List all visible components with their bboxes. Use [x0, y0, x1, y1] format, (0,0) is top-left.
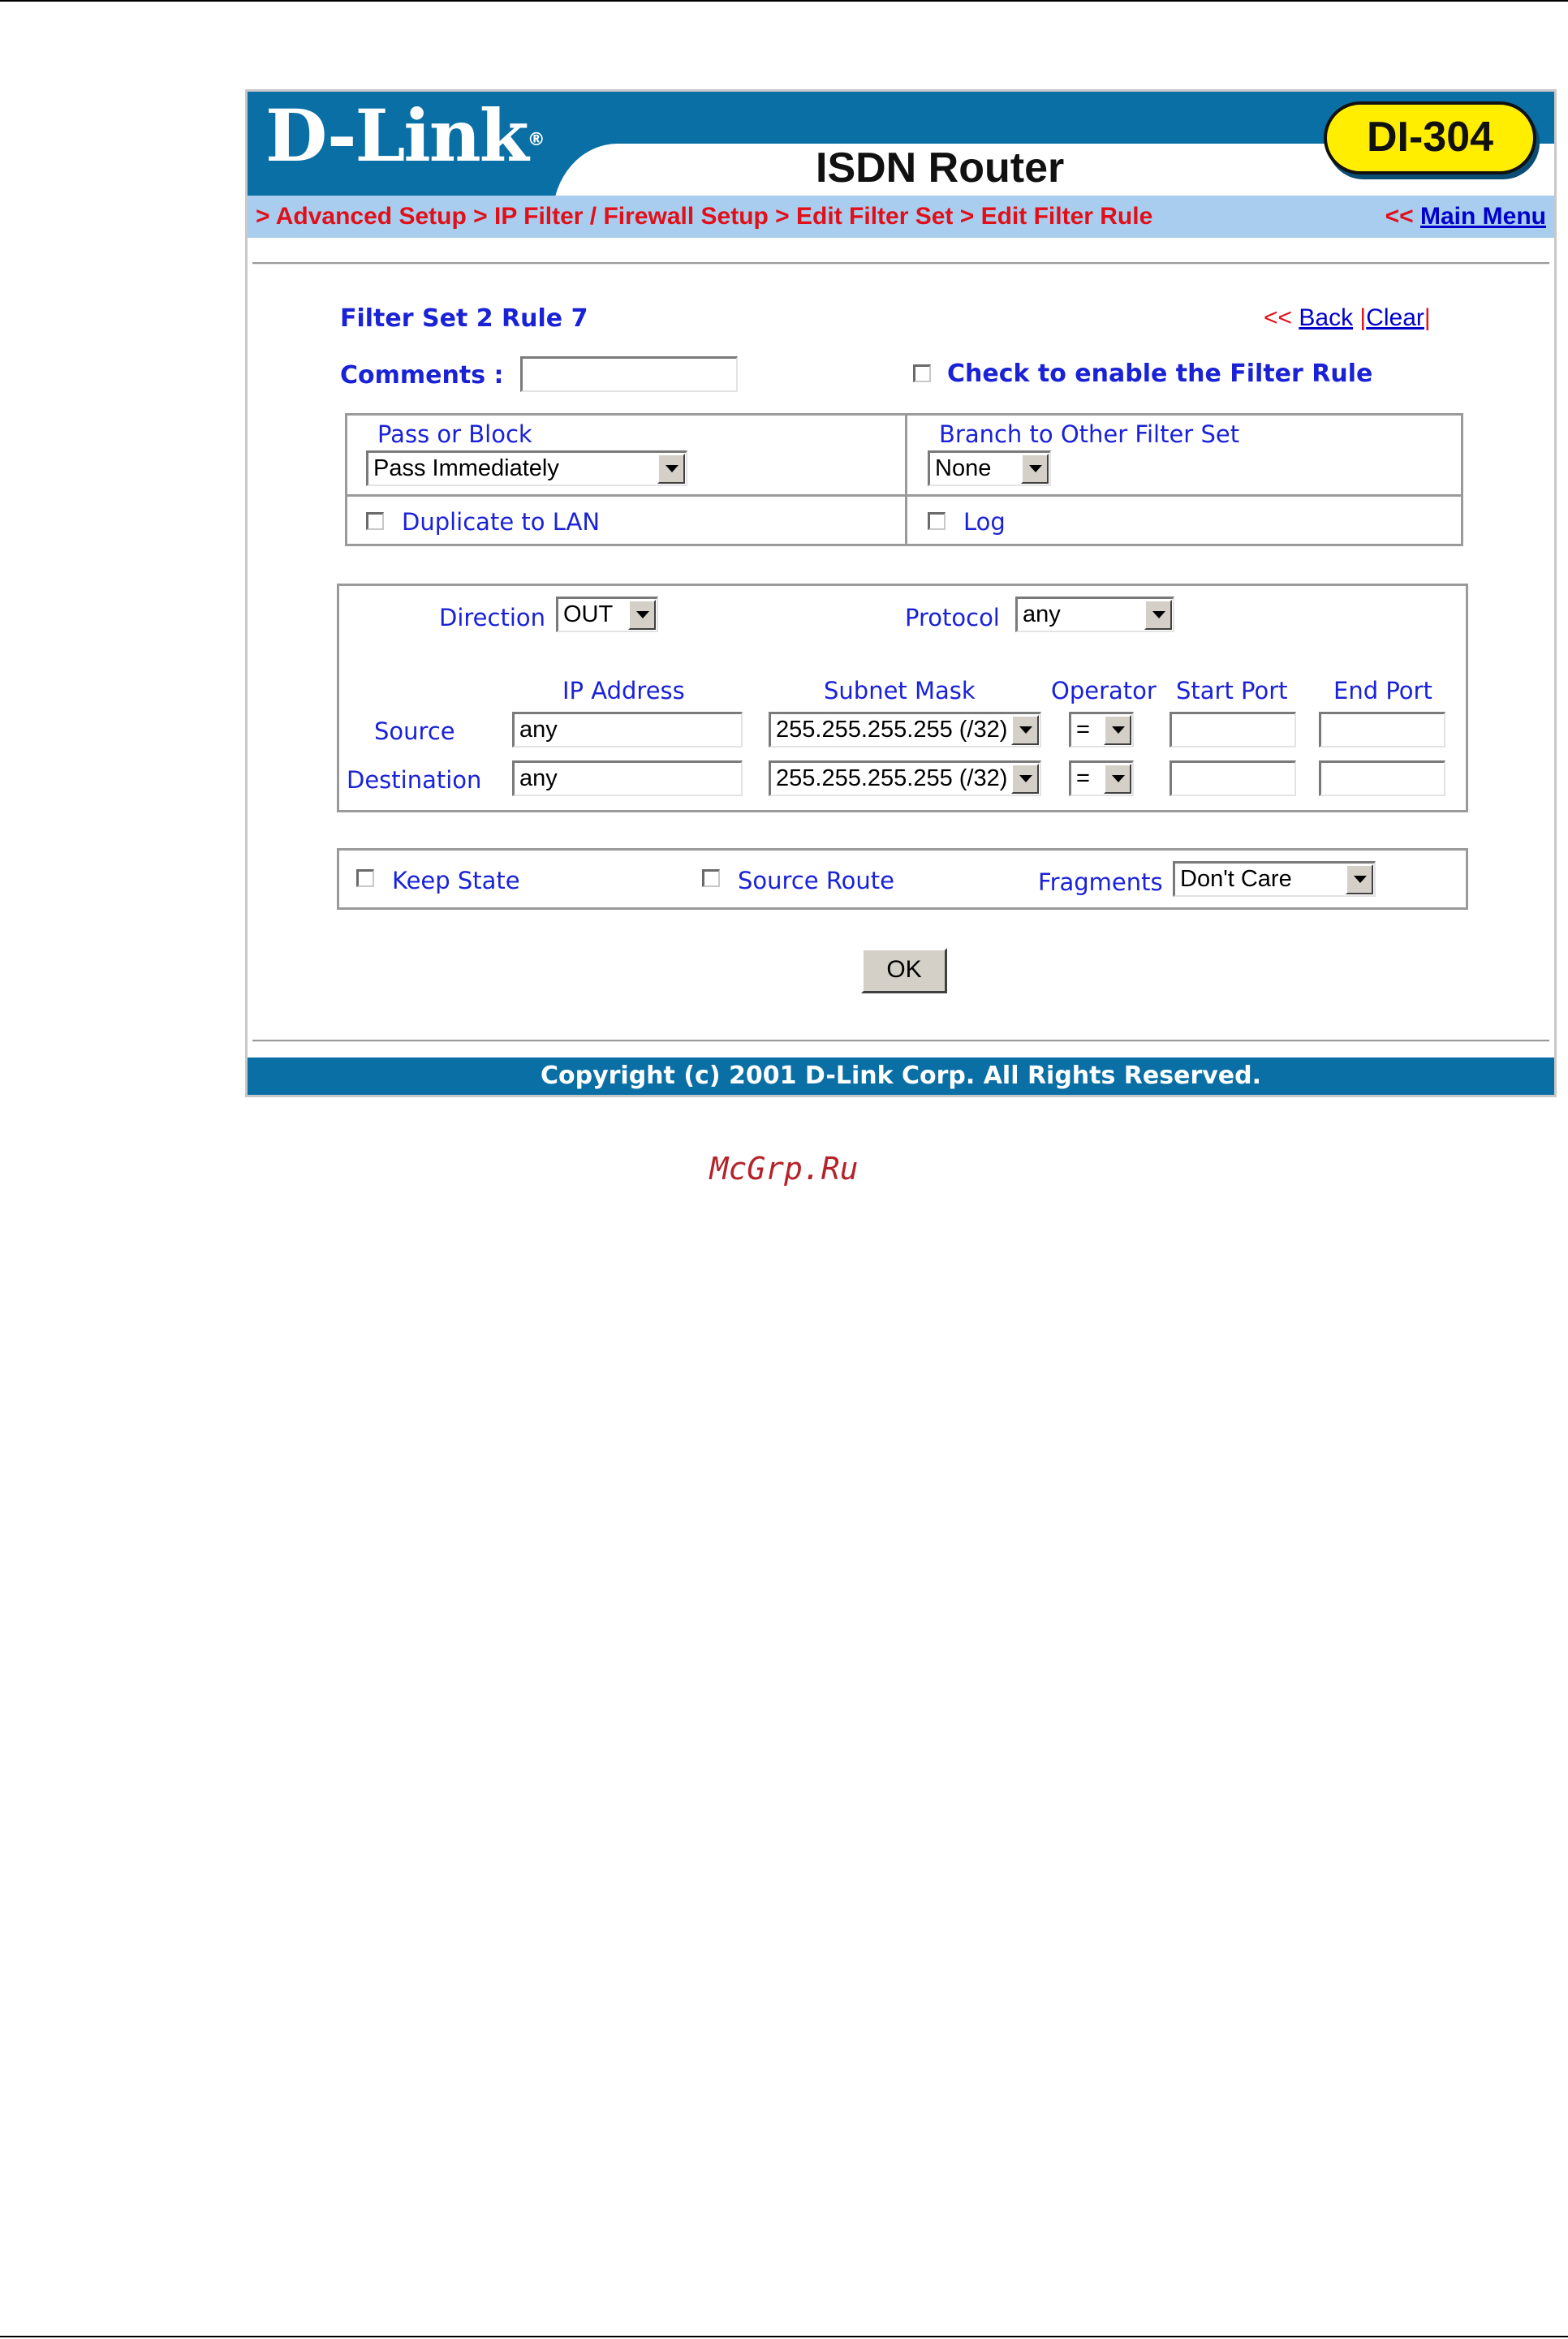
breadcrumb-path: > Advanced Setup > IP Filter / Firewall Setup > Edit Filter Set > Edit Filter Rule	[256, 203, 1153, 230]
action-table-divider	[905, 413, 907, 546]
protocol-select[interactable]: any	[1015, 597, 1174, 632]
divider	[252, 262, 1549, 265]
chevron-down-icon	[1021, 454, 1049, 484]
log-label: Log	[963, 508, 1006, 536]
chevron-down-icon	[1104, 715, 1131, 745]
source-route-label: Source Route	[738, 867, 895, 894]
action-table-divider	[345, 494, 1463, 497]
source-end-port-input[interactable]	[1319, 712, 1445, 747]
branch-select[interactable]: None	[928, 450, 1051, 486]
header-banner	[248, 92, 1554, 196]
chevron-down-icon	[1346, 864, 1373, 894]
source-operator-select[interactable]: =	[1069, 712, 1134, 747]
destination-start-port-input[interactable]	[1170, 760, 1296, 796]
destination-mask-select[interactable]: 255.255.255.255 (/32)	[769, 760, 1041, 796]
model-badge: DI-304	[1324, 101, 1536, 174]
destination-end-port-input[interactable]	[1319, 760, 1445, 796]
main-menu-link[interactable]: Main Menu	[1420, 203, 1546, 230]
direction-label: Direction	[439, 604, 546, 631]
main-menu-nav: << Main Menu	[1385, 203, 1546, 230]
dlink-logo: D-Link®	[265, 93, 544, 178]
source-mask-select[interactable]: 255.255.255.255 (/32)	[769, 712, 1041, 747]
ok-button[interactable]: OK	[861, 948, 947, 993]
breadcrumb	[248, 196, 1554, 238]
enable-rule-label: Check to enable the Filter Rule	[947, 360, 1373, 388]
chevron-down-icon	[1144, 600, 1172, 630]
destination-ip-input[interactable]: any	[512, 760, 743, 796]
chevron-down-icon	[1011, 764, 1039, 794]
divider	[252, 1040, 1549, 1042]
chevron-down-icon	[628, 600, 656, 630]
page-top-rule	[0, 0, 1568, 2]
col-end-port: End Port	[1333, 677, 1432, 704]
nav-links: << Back |Clear|	[1264, 304, 1431, 331]
source-ip-input[interactable]: any	[512, 712, 743, 747]
fragments-label: Fragments	[1038, 868, 1163, 896]
destination-label: Destination	[347, 766, 482, 794]
direction-select[interactable]: OUT	[556, 597, 658, 632]
copyright-footer: Copyright (c) 2001 D-Link Corp. All Rights Reserved.	[248, 1058, 1554, 1095]
pass-block-label: Pass or Block	[377, 420, 532, 448]
source-route-checkbox[interactable]	[702, 869, 720, 887]
col-operator: Operator	[1051, 677, 1157, 704]
source-label: Source	[374, 717, 455, 745]
pass-block-select[interactable]: Pass Immediately	[366, 450, 687, 486]
watermark: McGrp.Ru	[709, 1151, 859, 1187]
rule-title: Filter Set 2 Rule 7	[340, 304, 588, 333]
duplicate-lan-checkbox[interactable]	[366, 512, 384, 530]
back-link[interactable]: Back	[1299, 304, 1354, 331]
comments-label: Comments :	[340, 361, 504, 390]
router-page-frame	[245, 89, 1557, 1097]
keep-state-checkbox[interactable]	[356, 869, 374, 887]
col-start-port: Start Port	[1176, 677, 1288, 704]
log-checkbox[interactable]	[928, 512, 946, 530]
protocol-label: Protocol	[905, 604, 1000, 631]
chevron-down-icon	[1104, 764, 1131, 794]
chevron-down-icon	[657, 454, 685, 484]
branch-label: Branch to Other Filter Set	[939, 420, 1240, 448]
col-subnet-mask: Subnet Mask	[824, 677, 976, 704]
col-ip-address: IP Address	[562, 677, 685, 704]
destination-operator-select[interactable]: =	[1069, 760, 1134, 796]
comments-input[interactable]	[520, 356, 738, 392]
keep-state-label: Keep State	[392, 867, 520, 894]
enable-rule-checkbox[interactable]	[913, 364, 931, 382]
duplicate-lan-label: Duplicate to LAN	[402, 508, 601, 536]
fragments-select[interactable]: Don't Care	[1173, 861, 1376, 897]
chevron-down-icon	[1011, 715, 1039, 745]
clear-link[interactable]: Clear	[1366, 304, 1424, 331]
product-title: ISDN Router	[816, 144, 1065, 192]
page-bottom-rule	[0, 2336, 1568, 2337]
source-start-port-input[interactable]	[1170, 712, 1296, 747]
